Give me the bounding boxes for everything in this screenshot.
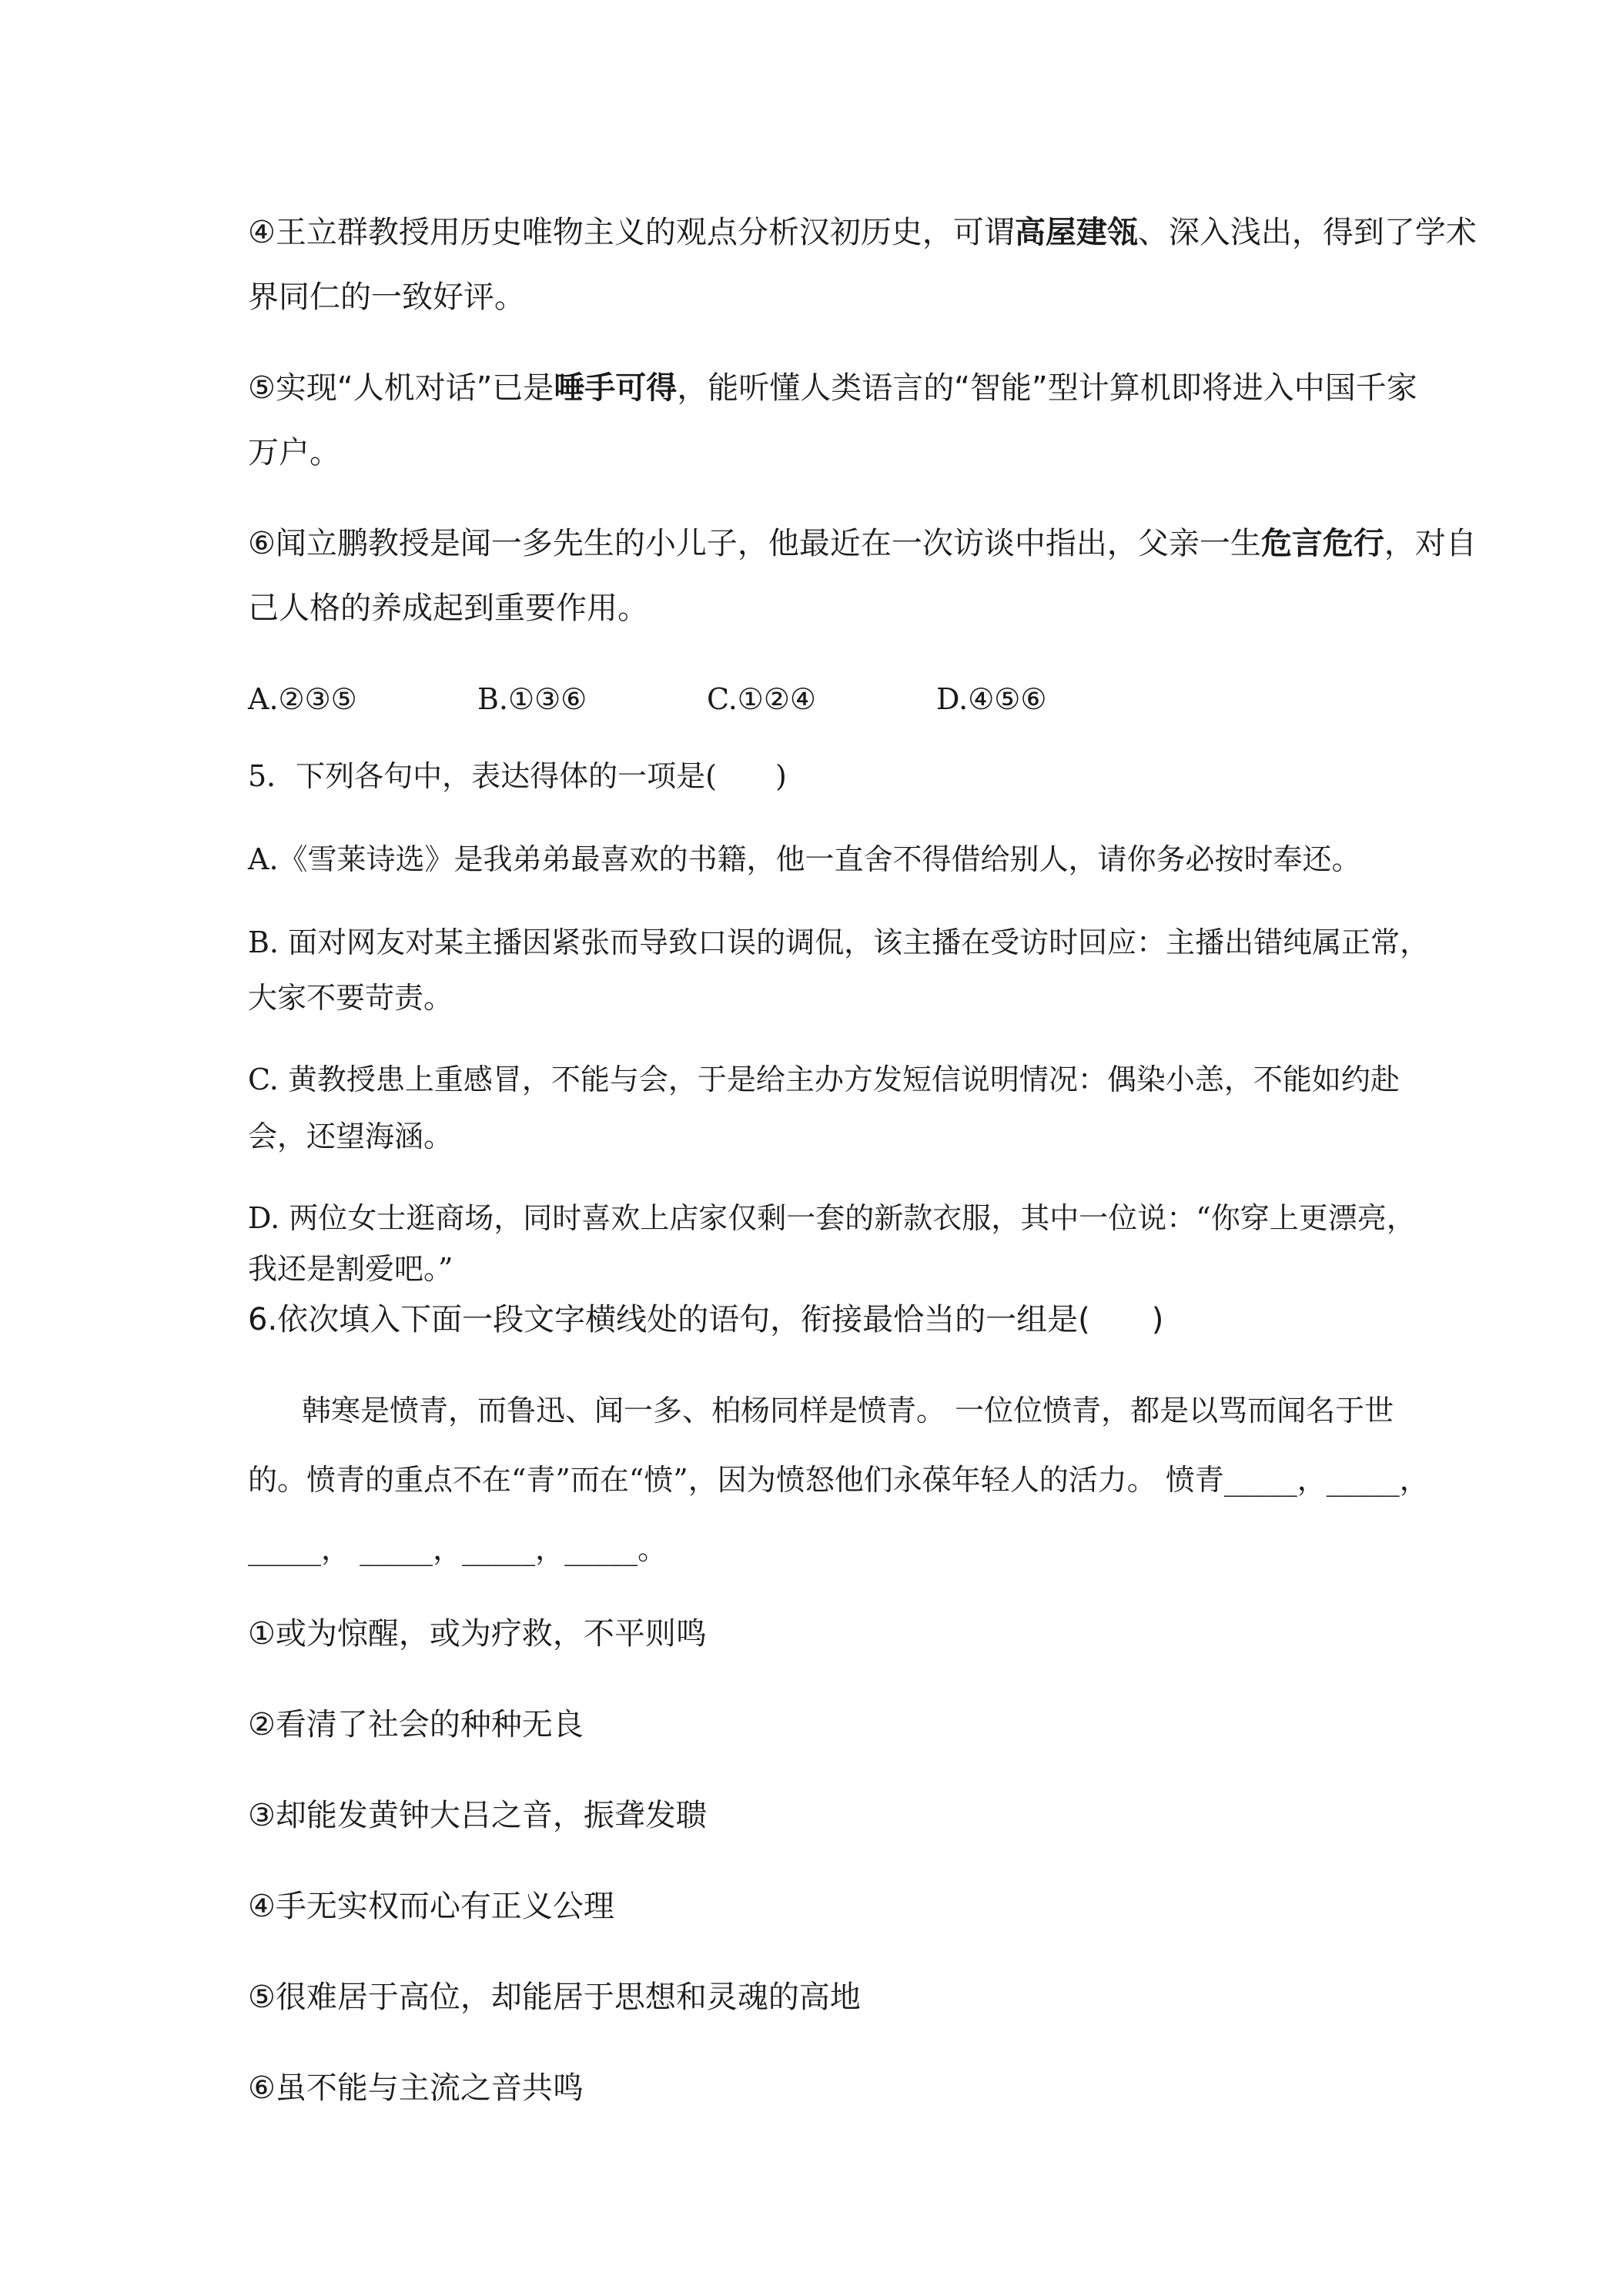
q4-option-c: C.①②④ — [707, 682, 816, 716]
q5-option-d-cont: 我还是割爱吧。” — [248, 1252, 453, 1286]
q5-option-c: C. 黄教授患上重感冒，不能与会，于是给主办方发短信说明情况：偶染小恙，不能如约赴 — [248, 1063, 1400, 1096]
q4-sentence-5-cont: 万户。 — [248, 435, 340, 470]
q6-item-1: ①或为惊醒，或为疗救，不平则鸣 — [248, 1616, 707, 1652]
q4-sentence-6-cont: 己人格的养成起到重要作用。 — [248, 591, 648, 626]
q5-stem: 5．下列各句中，表达得体的一项是( ) — [248, 759, 787, 793]
q4-sentence-4: ④王立群教授用历史唯物主义的观点分析汉初历史，可谓高屋建瓴、深入浅出，得到了学术 — [248, 215, 1477, 250]
q6-item-2: ②看清了社会的种种无良 — [248, 1707, 584, 1742]
q4-sentence-6: ⑥闻立鹏教授是闻一多先生的小儿子，他最近在一次访谈中指出，父亲一生危言危行，对自 — [248, 526, 1477, 561]
q4-sentence-5: ⑤实现“人机对话”已是唾手可得，能听懂人类语言的“智能”型计算机即将进入中国千家 — [248, 370, 1417, 406]
q6-passage-line-2: 的。愤青的重点不在“青”而在“愤”，因为愤怒他们永葆年轻人的活力。 愤青_____，_____， — [248, 1463, 1429, 1497]
q6-passage-line-1: 韩寒是愤青，而鲁迅、闻一多、柏杨同样是愤青。 一位位愤青，都是以骂而闻名于世 — [302, 1394, 1394, 1427]
q4-option-d: D.④⑤⑥ — [936, 682, 1047, 716]
q4-option-a: A.②③⑤ — [248, 682, 357, 716]
q6-item-4: ④手无实权而心有正义公理 — [248, 1889, 614, 1924]
q5-option-b: B. 面对网友对某主播因紧张而导致口误的调侃，该主播在受访时回应：主播出错纯属正常， — [248, 925, 1430, 959]
q5-option-a: A.《雪莱诗选》是我弟弟最喜欢的书籍，他一直舍不得借给别人，请你务必按时奉还。 — [248, 842, 1361, 876]
q5-option-c-cont: 会，还望海涵。 — [248, 1120, 453, 1153]
q4-option-b: B.①③⑥ — [477, 682, 587, 716]
q4-sentence-4-cont: 界同仁的一致好评。 — [248, 279, 525, 315]
q6-item-3: ③却能发黄钟大吕之音，振聋发聩 — [248, 1798, 707, 1833]
q5-option-b-cont: 大家不要苛责。 — [248, 981, 453, 1015]
q6-item-6: ⑥虽不能与主流之音共鸣 — [248, 2070, 584, 2106]
q6-item-5: ⑤很难居于高位，却能居于思想和灵魂的高地 — [248, 1980, 861, 2015]
q6-passage-line-3: _____， _____，_____，_____。 — [248, 1532, 668, 1566]
q6-stem: 6.依次填入下面一段文字横线处的语句，衔接最恰当的一组是( ) — [248, 1302, 1164, 1337]
q5-option-d: D. 两位女士逛商场，同时喜欢上店家仅剩一套的新款衣服，其中一位说：“你穿上更漂亮， — [248, 1201, 1416, 1235]
